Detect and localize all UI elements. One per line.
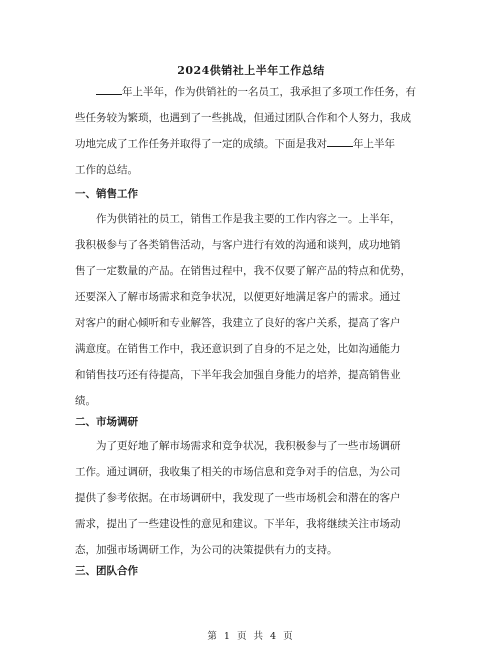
section-heading-teamwork: 三、团队合作 xyxy=(75,565,138,577)
paragraph-line: 和销售技巧还有待提高，下半年我会加强自身能力的培养，提高销售业 xyxy=(75,369,401,381)
year-blank xyxy=(96,82,122,95)
paragraph-line: 我积极参与了各类销售活动，与客户进行有效的沟通和谈判，成功地销 xyxy=(75,239,401,251)
paragraph-line: 还要深入了解市场需求和竞争状况，以便更好地满足客户的需求。通过 xyxy=(75,291,401,303)
paragraph-line: 对客户的耐心倾听和专业解答，我建立了良好的客户关系，提高了客户 xyxy=(75,317,401,329)
page-number-footer: 第 1 页 共 4 页 xyxy=(207,631,295,642)
intro-line-1: 年上半年，作为供销社的一名员工，我承担了多项工作任务，有 xyxy=(75,79,431,105)
paragraph-line: 售了一定数量的产品。在销售过程中，我不仅要了解产品的特点和优势， xyxy=(75,265,411,277)
intro-paragraph xyxy=(75,79,431,183)
paragraph-line: 工作。通过调研，我收集了相关的市场信息和竞争对手的信息，为公司 xyxy=(75,466,401,478)
paragraph-line: 态，加强市场调研工作，为公司的决策提供有力的支持。 xyxy=(75,544,338,556)
paragraph-line: 提供了参考依据。在市场调研中，我发现了一些市场机会和潜在的客户 xyxy=(75,492,401,504)
intro-line-3: 功地完成了工作任务并取得了一定的成绩。下面是我对 年上半年 xyxy=(75,131,431,157)
section-heading-sales: 一、销售工作 xyxy=(75,188,138,200)
section-sales-paragraph xyxy=(75,206,431,414)
intro-line-4: 工作的总结。 xyxy=(75,164,138,176)
intro-line-2: 些任务较为繁琐，也遇到了一些挑战，但通过团队合作和个人努力，我成 xyxy=(75,112,411,124)
section-heading-market-research: 二、市场调研 xyxy=(75,416,138,428)
paragraph-line: 为了更好地了解市场需求和竞争状况，我积极参与了一些市场调研 xyxy=(96,440,401,452)
document-title: 2024供销社上半年工作总结 xyxy=(177,64,325,77)
year-blank xyxy=(327,134,353,147)
paragraph-line: 作为供销社的员工，销售工作是我主要的工作内容之一。上半年， xyxy=(96,213,401,225)
paragraph-line: 绩。 xyxy=(75,395,96,407)
paragraph-line: 需求，提出了一些建设性的意见和建议。下半年，我将继续关注市场动 xyxy=(75,518,401,530)
section-market-research-paragraph xyxy=(75,433,431,563)
paragraph-line: 满意度。在销售工作中，我还意识到了自身的不足之处，比如沟通能力 xyxy=(75,343,401,355)
